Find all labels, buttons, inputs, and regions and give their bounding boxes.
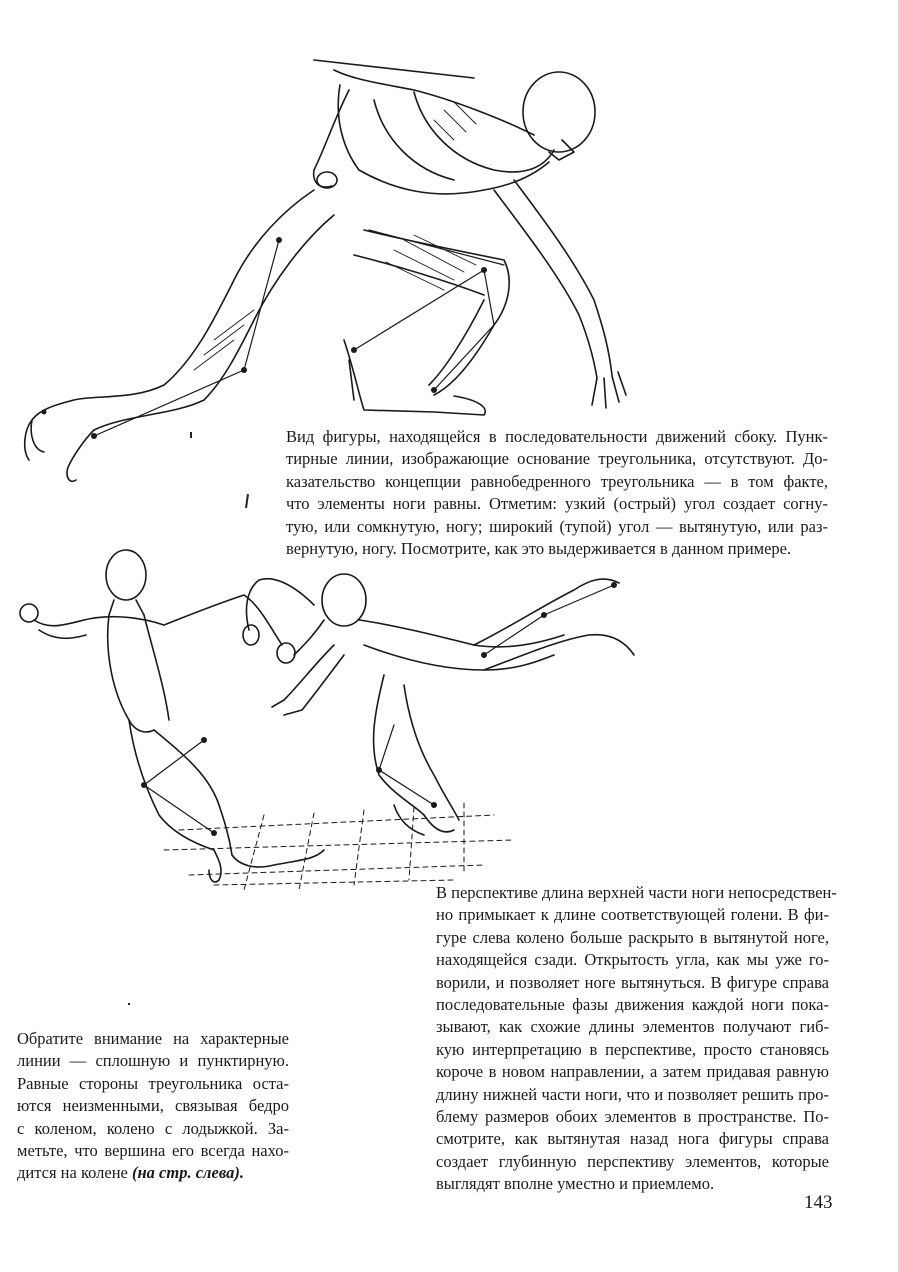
caption-line: метьте, что вершина его всегда нахо-	[17, 1141, 289, 1161]
page-number: 143	[804, 1192, 833, 1213]
caption-line: с коленом, колено с лодыжкой. За-	[17, 1118, 289, 1138]
caption-line: тую, или сомкнутую, ногу; широкий (тупой) угол — вытянутую, или раз-	[286, 516, 828, 536]
caption-line: вернутую, ногу. Посмотрите, как это выдерживается в данном примере.	[286, 539, 792, 559]
page-reference: (на стр. слева).	[132, 1163, 244, 1183]
caption-line: зывают, как схожие длины элементов получают гиб-	[436, 1017, 829, 1037]
caption-line: казательство концепции равнобедренного треугольника — в том факте,	[286, 471, 828, 491]
caption-line	[17, 1162, 289, 1184]
print-mark	[190, 432, 192, 438]
caption-line: В перспективе длина верхней части ноги непосредствен-	[436, 883, 837, 902]
caption-line: но примыкает к длине соответствующей голени. В фи-	[436, 905, 829, 925]
caption-line: что элементы ноги равны. Отметим: узкий (острый) угол создает согну-	[286, 494, 828, 514]
caption-line: Обратите внимание на характерные	[17, 1029, 289, 1048]
caption-text: дится на колене	[17, 1163, 133, 1183]
print-mark	[128, 1003, 130, 1005]
caption-line: тирные линии, изображающие основание треугольника, отсутствуют. До-	[286, 449, 828, 469]
caption-line: гуре слева колено больше раскрыто в вытянутой ноге,	[436, 927, 829, 947]
caption-line: ются неизменными, связывая бедро	[17, 1096, 289, 1116]
caption-line: блему размеров обоих элементов в пространстве. По-	[436, 1107, 829, 1127]
left-caption	[17, 1028, 289, 1185]
caption-line: Равные стороны треугольника оста-	[17, 1073, 289, 1093]
right-caption	[436, 882, 837, 1196]
caption-line: смотрите, как вытянутая назад нога фигуры справа	[436, 1129, 829, 1149]
caption-line: выглядят вполне уместно и приемлемо.	[436, 1174, 715, 1194]
caption-line: линии — сплошную и пунктирную.	[17, 1051, 289, 1071]
caption-line: кую интерпретацию в перспективе, просто становясь	[436, 1039, 829, 1059]
print-mark	[245, 494, 248, 508]
top-caption	[286, 426, 828, 560]
caption-line: создает глубинную перспективу элементов, которые	[436, 1151, 829, 1171]
caption-line: Вид фигуры, находящейся в последовательности движений сбоку. Пунк-	[286, 427, 828, 446]
caption-line: короче в новом направлении, а затем придавая равную	[436, 1062, 829, 1082]
caption-line: длину нижней части ноги, что и позволяет решить про-	[436, 1084, 829, 1104]
running-figures-illustration	[14, 545, 644, 890]
caption-line: последовательные фазы движения каждой ноги пока-	[436, 995, 829, 1015]
caption-line: ворили, и позволяет ноге вытянуться. В фигуре справа	[436, 972, 829, 992]
caption-line: находящейся сзади. Открытость угла, как мы уже го-	[436, 950, 829, 970]
